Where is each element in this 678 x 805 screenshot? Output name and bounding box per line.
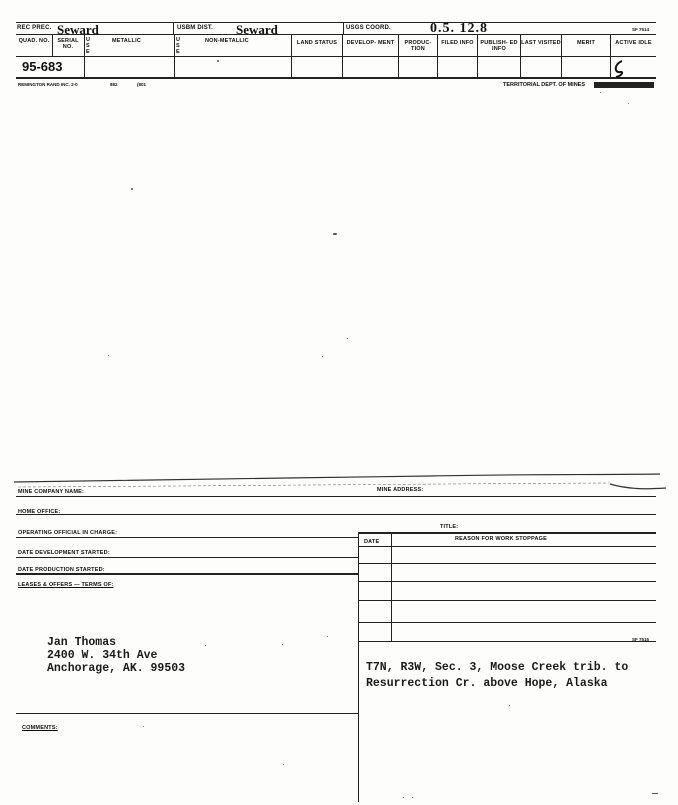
last-visited-header: LAST VISITED	[521, 40, 561, 46]
scan-speck	[327, 636, 328, 637]
scan-speck	[403, 797, 404, 798]
active-idle-hand-mark	[610, 58, 630, 80]
mine-address-label: MINE ADDRESS:	[377, 487, 424, 493]
rule	[358, 532, 656, 534]
usgs-coord-value: 0.5. 12.8	[430, 21, 488, 36]
printer-imprint: REMINGTON RAND INC. 2-0	[18, 82, 78, 87]
quad-no-header: QUAD. NO.	[18, 38, 50, 44]
rec-prec-value: Seward	[57, 22, 99, 37]
location-line: Resurrection Cr. above Hope, Alaska	[366, 677, 608, 690]
scan-speck	[143, 726, 144, 727]
scan-speck	[412, 797, 413, 798]
rule	[358, 546, 656, 547]
rule	[16, 557, 358, 558]
scan-speck	[283, 764, 284, 765]
divider	[173, 22, 174, 34]
scan-speck	[217, 60, 219, 62]
active-idle-header: ACTIVE IDLE	[615, 40, 652, 46]
address-line: Jan Thomas	[47, 636, 117, 649]
operating-official-label: OPERATING OFFICIAL IN CHARGE:	[18, 530, 118, 536]
divider	[84, 34, 85, 77]
home-office-label: HOME OFFICE:	[18, 509, 61, 515]
address-line: Anchorage, AK. 99503	[47, 662, 186, 675]
header-rule	[16, 34, 656, 35]
form-code-bottom: SF 7515	[632, 637, 650, 642]
use-metallic-header: U S E	[86, 37, 91, 55]
territorial-dept-imprint: TERRITORIAL DEPT. OF MINES	[503, 82, 585, 88]
printer-number: 882	[110, 82, 118, 87]
scan-speck	[347, 338, 348, 339]
center-divider	[358, 532, 359, 802]
location-line: T7N, R3W, Sec. 3, Moose Creek trib. to	[366, 661, 629, 674]
land-status-header: LAND STATUS	[296, 40, 338, 46]
form-code-top: SF 7514	[632, 27, 650, 32]
imprint-smudge	[594, 82, 654, 88]
rule	[16, 514, 656, 515]
reason-column-header: REASON FOR WORK STOPPAGE	[455, 536, 547, 542]
production-header: PRODUC- TION	[404, 40, 432, 52]
scan-speck	[333, 233, 337, 235]
rec-prec-label: REC PREC.	[17, 25, 52, 31]
column-header-rule	[16, 56, 656, 57]
leases-offers-label: LEASES & OFFERS — TERMS OF:	[18, 582, 114, 588]
scan-speck	[108, 355, 109, 356]
merit-header: MERIT	[576, 40, 596, 46]
card-torn-edge	[10, 470, 670, 494]
rule	[16, 537, 358, 538]
printer-number-2: (801	[137, 82, 147, 87]
usbm-dist-value: Seward	[236, 22, 278, 37]
scan-speck	[282, 644, 283, 645]
rule	[358, 641, 656, 642]
filed-info-header: FILED INFO	[441, 40, 474, 46]
top-card-rule	[16, 22, 656, 23]
scan-speck	[652, 793, 658, 794]
quad-serial-value: 95-683	[22, 59, 63, 74]
divider	[343, 22, 344, 34]
metallic-header: METALLIC	[112, 38, 141, 44]
title-label: TITLE:	[440, 524, 459, 530]
scan-speck	[509, 705, 510, 706]
address-line: 2400 W. 34th Ave	[47, 649, 158, 662]
top-card-bottom-rule	[16, 77, 656, 79]
published-info-header: PUBLISH- ED INFO	[480, 40, 518, 52]
scan-speck	[600, 92, 601, 93]
usgs-coord-label: USGS COORD.	[346, 25, 391, 31]
rule	[16, 573, 358, 575]
date-column-header: DATE	[364, 539, 380, 545]
rule	[16, 713, 358, 714]
rule	[358, 563, 656, 564]
date-production-started-label: DATE PRODUCTION STARTED:	[18, 567, 105, 573]
rule	[358, 581, 656, 582]
non-metallic-header: NON-METALLIC	[205, 38, 249, 44]
development-header: DEVELOP- MENT	[346, 40, 395, 46]
serial-no-header: SERIAL NO.	[57, 38, 79, 50]
rule	[358, 600, 656, 601]
divider	[174, 34, 175, 77]
comments-label: COMMENTS:	[22, 725, 58, 731]
date-development-started-label: DATE DEVELOPMENT STARTED:	[18, 550, 110, 556]
rule	[358, 622, 656, 623]
date-column-divider	[391, 532, 392, 641]
usbm-dist-label: USBM DIST.	[177, 25, 214, 31]
scan-speck	[322, 356, 323, 357]
scan-speck	[628, 103, 629, 104]
scan-speck	[131, 188, 133, 190]
mine-company-name-label: MINE COMPANY NAME:	[18, 489, 85, 495]
scan-speck	[205, 645, 206, 646]
use-nonmetallic-header: U S E	[176, 37, 181, 55]
rule	[16, 496, 656, 497]
